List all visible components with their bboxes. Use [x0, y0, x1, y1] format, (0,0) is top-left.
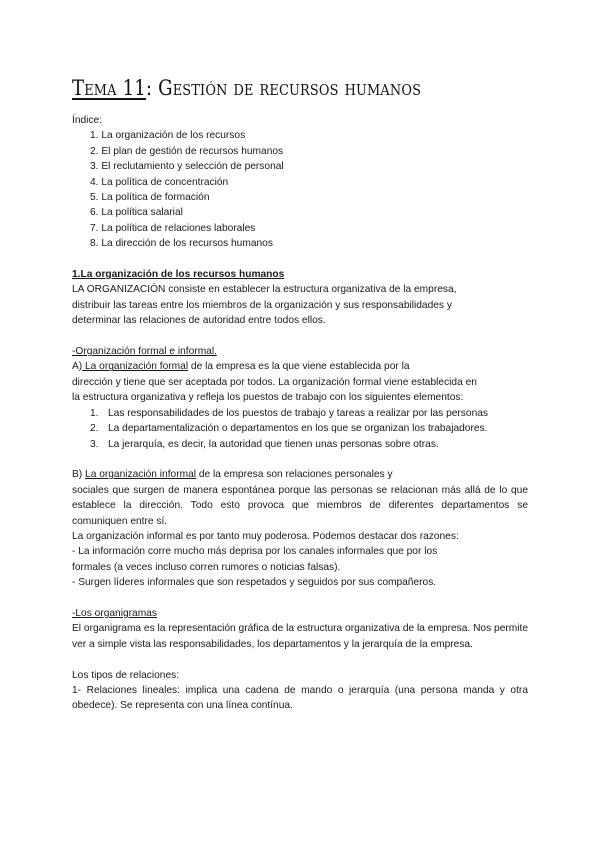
text-line: determinar las relaciones de autoridad entre todos ellos.	[72, 315, 326, 327]
index-item: 4. La política de concentración	[90, 176, 229, 188]
list-item	[72, 406, 528, 421]
text-fragment: de la empresa son relaciones personales y	[196, 469, 393, 481]
relations-label: Los tipos de relaciones:	[72, 669, 180, 681]
list-number: 3.	[90, 438, 99, 450]
list-number: 2.	[90, 423, 99, 435]
text-line: la estructura organizativa y refleja los puestos de trabajo con los siguientes elementos:	[72, 392, 464, 404]
list-number: 1.	[90, 407, 99, 419]
underlined-term: La organización formal	[82, 361, 189, 373]
document-body	[72, 113, 528, 714]
informal-intro	[72, 467, 528, 482]
text-line: - Surgen líderes informales que son respetados y seguidos por sus compañeros.	[72, 577, 437, 589]
index-item: 7. La política de relaciones laborales	[90, 222, 256, 234]
elements-list	[72, 406, 528, 452]
index-item: 8. La dirección de los recursos humanos	[90, 238, 273, 250]
informal-paragraph: sociales que surgen de manera espontánea porque las personas se relacionan más allá de lo que establece la dirección. Todo esto provoca que miembros de diferentes departamentos se comuniquen entre sí.	[72, 484, 528, 527]
title-topic: Tema 11	[72, 76, 146, 100]
list-item	[72, 437, 528, 452]
item-prefix: B)	[72, 469, 86, 481]
text-line: LA ORGANIZACIÓN consiste en establecer la estructura organizativa de la empresa,	[72, 284, 457, 296]
title-rest: : Gestión de recursos humanos	[145, 76, 422, 100]
text-line: dirección y tiene que ser aceptada por todos. La organización formal viene establecida en	[72, 376, 477, 388]
underlined-term: La organización informal	[85, 469, 197, 481]
list-text: Las responsabilidades de los puestos de trabajo y tareas a realizar por las personas	[108, 407, 488, 419]
index-item: 1. La organización de los recursos	[90, 130, 246, 142]
list-text: La departamentalización o departamentos en los que se organizan los trabajadores.	[108, 423, 488, 435]
subsection-heading: -Los organigramas	[72, 607, 157, 619]
organigrama-paragraph: El organigrama es la representación gráfica de la estructura organizativa de la empresa. Nos permite ver a simple vista las responsabilidades, los departamentos y la jerarquía de la empresa.	[72, 623, 528, 650]
text-line: distribuir las tareas entre los miembros de la organización y sus responsabilidades y	[72, 299, 452, 311]
index-label: Índice:	[72, 115, 103, 126]
page-title	[72, 76, 421, 100]
text-line: - La información corre mucho más deprisa por los canales informales que por los	[72, 546, 438, 558]
list-item	[72, 421, 528, 436]
index-list	[72, 128, 528, 251]
subsection-heading: -Organización formal e informal.	[72, 346, 217, 358]
index-item: 3. El reclutamiento y selección de personal	[90, 161, 284, 173]
index-item: 6. La política salarial	[90, 207, 183, 219]
section-heading: 1.La organización de los recursos humanos	[72, 269, 285, 281]
list-text: La jerarquía, es decir, la autoridad que tienen unas personas sobre otras.	[108, 438, 439, 450]
index-item: 5. La política de formación	[90, 192, 210, 204]
item-prefix: A)	[72, 361, 83, 373]
relation-type-1: 1- Relaciones lineales: implica una cadena de mando o jerarquía (una persona manda y otra obedece). Se representa con una línea contínua.	[72, 684, 528, 712]
formal-intro	[72, 359, 528, 374]
text-line: formales (a veces incluso corren rumores o noticias falsas).	[72, 561, 341, 573]
index-item: 2. El plan de gestión de recursos humanos	[90, 145, 284, 157]
text-line: La organización informal es por tanto muy poderosa. Podemos destacar dos razones:	[72, 530, 459, 542]
text-fragment: de la empresa es la que viene establecida por la	[188, 361, 410, 373]
